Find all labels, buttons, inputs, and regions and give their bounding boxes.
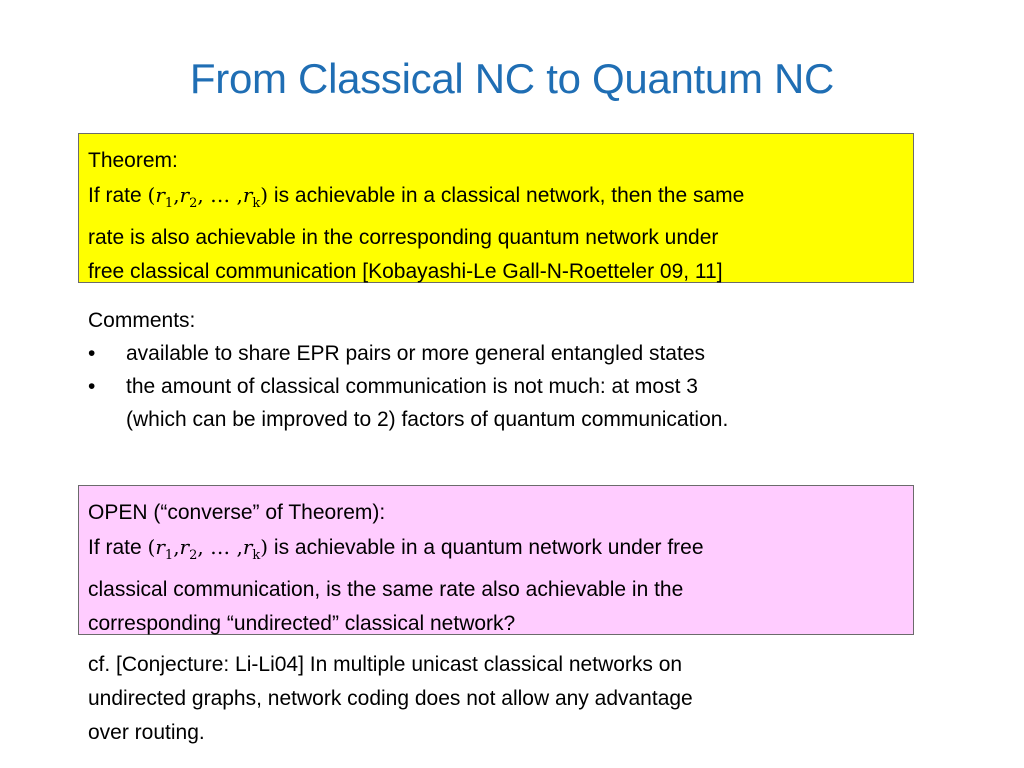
cf-line-3: over routing. [88,721,205,744]
comment-2-line-1: the amount of classical communication is not much: at most 3 [126,375,698,398]
theorem-box [78,133,914,283]
open-question-box [78,485,914,635]
open-question-heading: OPEN (“converse” of Theorem): [88,501,386,524]
open-question-line-1-suffix: is achievable in a quantum network under free [268,536,704,559]
theorem-line-1 [88,178,904,221]
theorem-heading: Theorem: [88,149,178,172]
open-question-line-3: corresponding “undirected” classical network? [88,612,516,635]
list-item [88,337,918,370]
rate-tuple: ($r_1,r_2$, … $,r_k$) [147,535,269,563]
open-question-line-1 [88,530,904,573]
cf-line-1: cf. [Conjecture: Li-Li04] In multiple unicast classical networks on [88,653,683,676]
open-question-line-2: classical communication, is the same rate also achievable in the [88,578,684,601]
comments-section [88,304,918,436]
bullet-icon: • [88,375,96,398]
comment-2-line-2: (which can be improved to 2) factors of quantum communication. [126,408,729,431]
slide-title: From Classical NC to Quantum NC [189,55,835,102]
list-item [88,370,918,436]
theorem-line-1-suffix: is achievable in a classical network, then the same [268,184,745,207]
comment-1-line-1: available to share EPR pairs or more general entangled states [126,342,705,365]
theorem-line-1-prefix: If rate [88,184,148,207]
cf-line-2: undirected graphs, network coding does not allow any advantage [88,687,693,710]
cf-note [88,648,918,750]
bullet-icon: • [88,342,96,365]
rate-tuple: ($r_1,r_2$, … $,r_k$) [147,183,269,211]
theorem-line-3: free classical communication [Kobayashi-Le Gall-N-Roetteler 09, 11] [88,260,723,283]
open-question-line-1-prefix: If rate [88,536,148,559]
theorem-line-2: rate is also achievable in the corresponding quantum network under [88,226,719,249]
comments-heading: Comments: [88,309,196,332]
